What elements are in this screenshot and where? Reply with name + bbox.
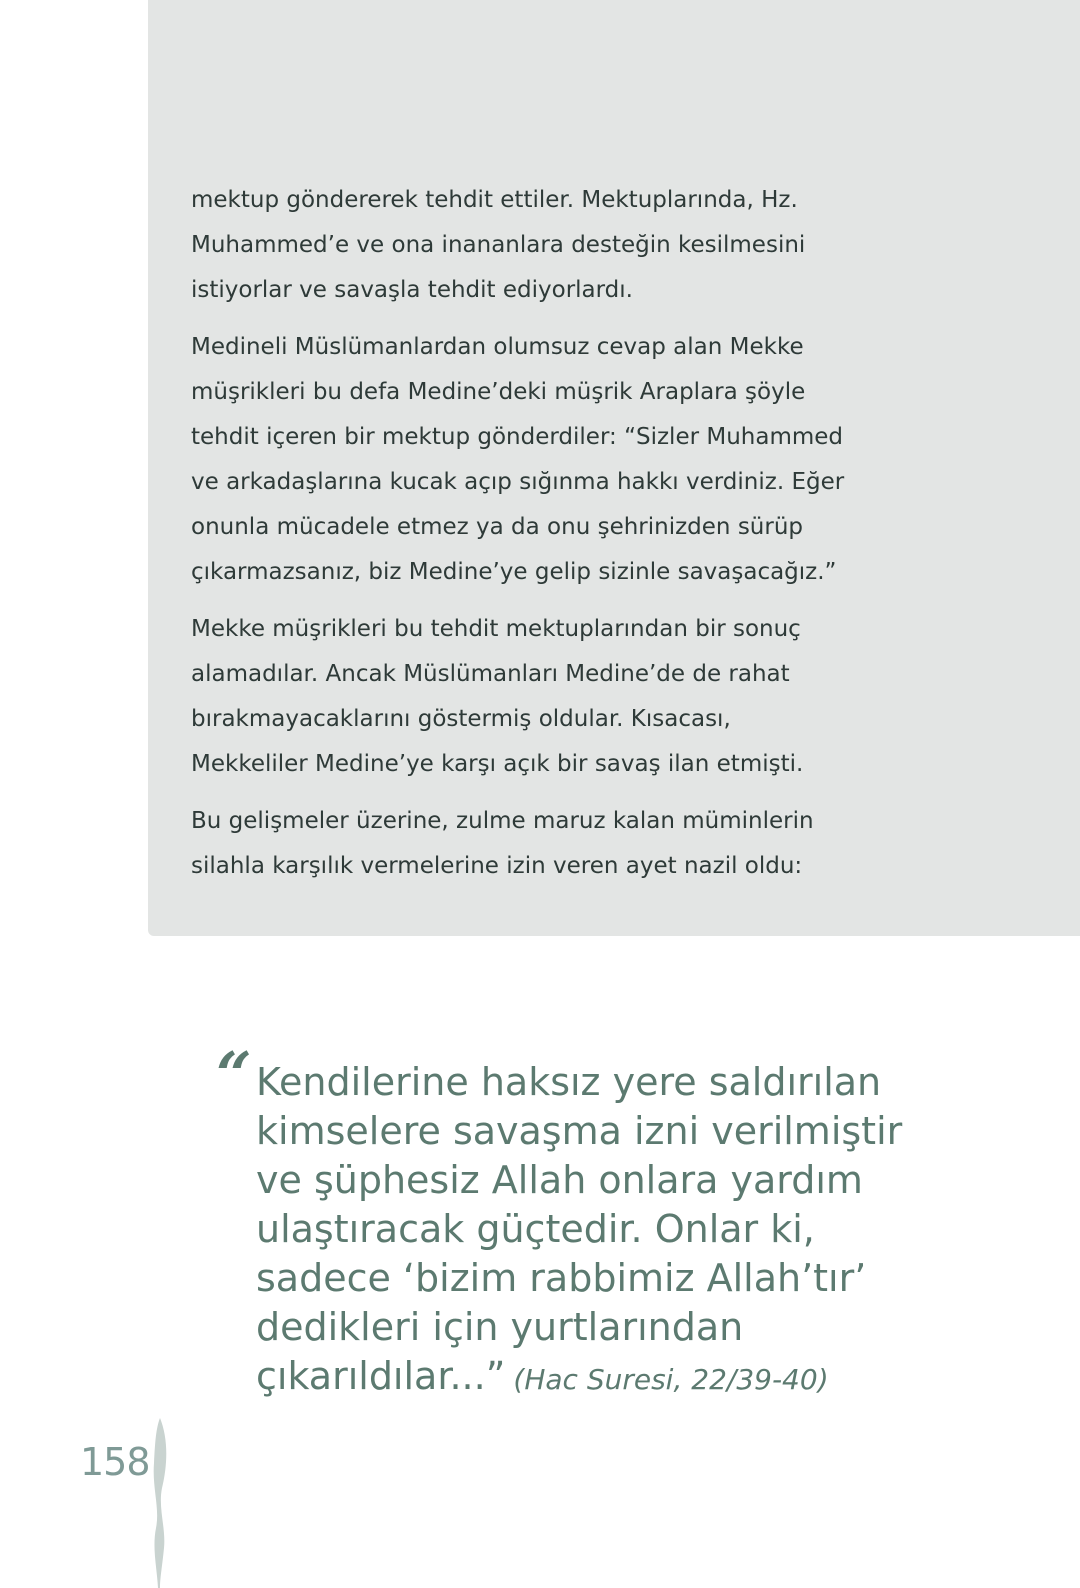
paragraph-2: Medineli Müslümanlardan olumsuz cevap alan Mekke müşrikleri bu defa Medine’deki müşrik Araplara şöyle tehdit içeren bir mektup gönderdiler: “Sizler Muhammed ve arkadaşlarına kucak açıp sığınma hakkı verdiniz. Eğer onunla mücadele etmez ya da onu şehrinizden sürüp çıkarmazsanız, biz Medine’ye gelip sizinle savaşacağız.” (191, 334, 845, 585)
quote-source: (Hac Suresi, 22/39-40) (513, 1363, 829, 1396)
quote-text: Kendilerine haksız yere saldırılan kimselere savaşma izni verilmiştir ve şüphesiz Allah onlara yardım ulaştıracak güçtedir. Onlar ki, sadece ‘bizim rabbimiz Allah’tır’ dedikleri için yurtlarından çıkarıldılar...” (256, 1060, 903, 1398)
leaf-ornament-icon (148, 1418, 172, 1588)
quote-mark-icon: “ (216, 1038, 252, 1111)
paragraph-1: mektup göndererek tehdit ettiler. Mektuplarında, Hz. Muhammed’e ve ona inananlara desteğin kesilmesini istiyorlar ve savaşla tehdit ediyorlardı. (191, 187, 806, 303)
body-text (191, 178, 851, 901)
quote-text-block (256, 1058, 916, 1404)
paragraph-3: Mekke müşrikleri bu tehdit mektuplarından bir sonuç alamadılar. Ancak Müslümanları Medine’de de rahat bırakmayacaklarını göstermiş oldular. Kısacası, Mekkeliler Medine’ye karşı açık bir savaş ilan etmişti. (191, 616, 804, 777)
paragraph-4: Bu gelişmeler üzerine, zulme maruz kalan müminlerin silahla karşılık vermelerine izin veren ayet nazil oldu: (191, 808, 814, 879)
verse-quote (216, 1038, 916, 1404)
page-number: 158 (80, 1440, 150, 1484)
